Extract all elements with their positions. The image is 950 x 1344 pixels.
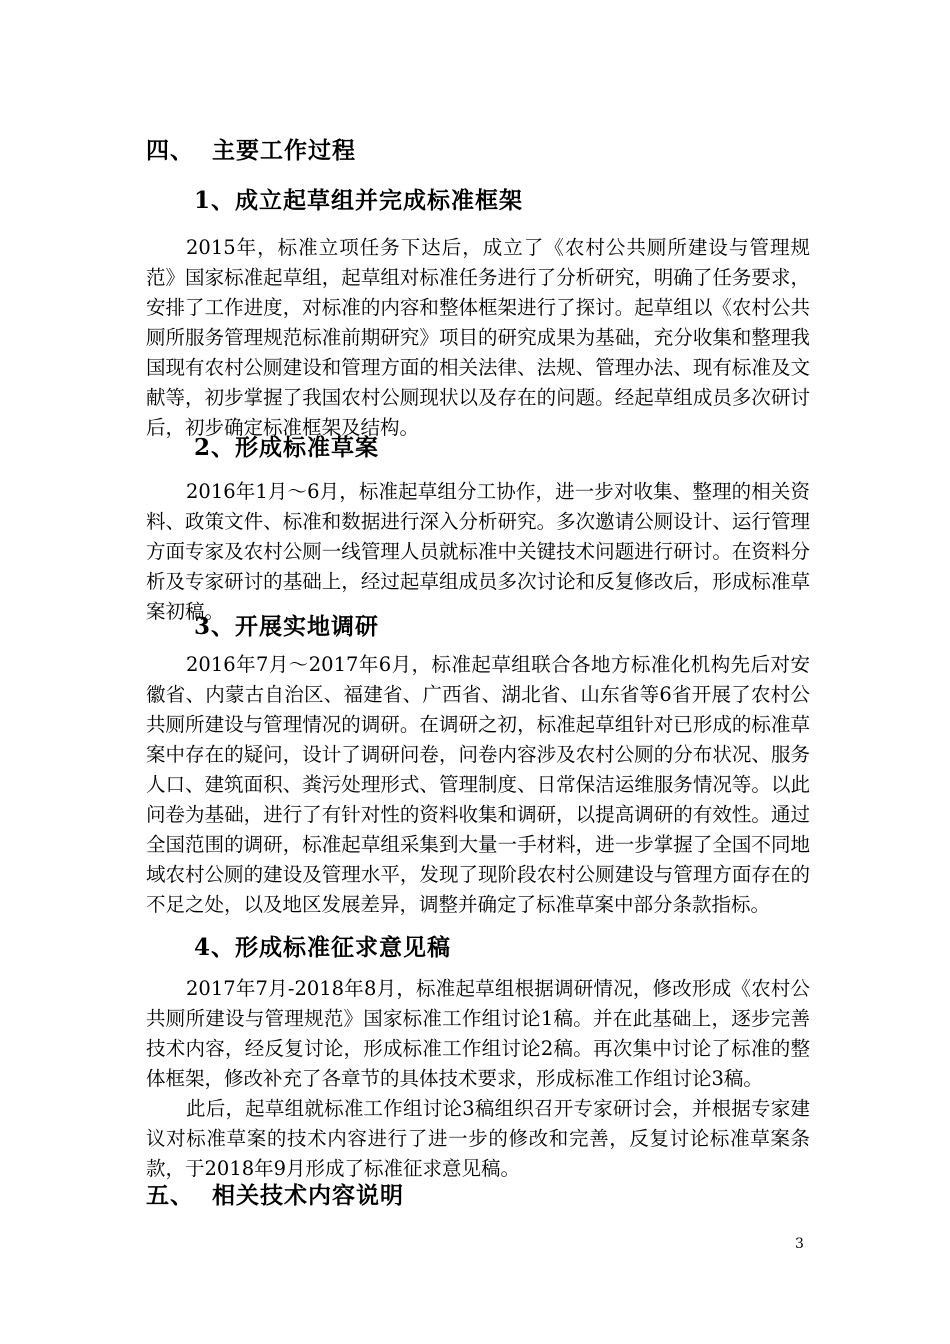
subsection-4-paragraph-2: 此后，起草组就标准工作组讨论3稿组织召开专家研讨会，并根据专家建议对标准草案的技术内容进行了进一步的修改和完善，反复讨论标准草案条款，于2018年9月形成了标准征求意见稿。 <box>146 1097 810 1180</box>
page-number: 3 <box>795 1236 804 1252</box>
subsection-4-paragraph-1: 2017年7月-2018年8月，标准起草组根据调研情况，修改形成《农村公共厕所建设与管理规范》国家标准工作组讨论1稿。并在此基础上，逐步完善技术内容，经反复讨论，形成标准工作组讨论2稿。再次集中讨论了标准的整体框架，修改补充了各章节的具体技术要求，形成标准工作组讨论3稿。 <box>146 977 810 1090</box>
subsection-1-paragraph: 2015年，标准立项任务下达后，成立了《农村公共厕所建设与管理规范》国家标准起草组，起草组对标准任务进行了分析研究，明确了任务要求，安排了工作进度，对标准的内容和整体框架进行了探讨。起草组以《农村公共厕所服务管理规范标准前期研究》项目的研究成果为基础，充分收集和整理我国现有农村公厕建设和管理方面的相关法律、法规、管理办法、现有标准及文献等，初步掌握了我国农村公厕现状以及存在的问题。经起草组成员多次研讨后，初步确定标准框架及结构。 <box>146 236 810 439</box>
section-5-heading <box>146 1181 404 1211</box>
subsection-4-body <box>146 974 810 1184</box>
subsection-3-paragraph: 2016年7月～2017年6月，标准起草组联合各地方标准化机构先后对安徽省、内蒙古自治区、福建省、广西省、湖北省、山东省等6省开展了农村公共厕所建设与管理情况的调研。在调研之初，标准起草组针对已形成的标准草案中存在的疑问，设计了调研问卷，问卷内容涉及农村公厕的分布状况、服务人口、建筑面积、粪污处理形式、管理制度、日常保洁运维服务情况等。以此问卷为基础，进行了有针对性的资料收集和调研，以提高调研的有效性。通过全国范围的调研，标准起草组采集到大量一手材料，进一步掌握了全国不同地域农村公厕的建设及管理水平，发现了现阶段农村公厕建设与管理方面存在的不足之处，以及地区发展差异，调整并确定了标准草案中部分条款指标。 <box>146 653 810 916</box>
subsection-2-body <box>146 477 810 627</box>
section-4-number: 四、 <box>146 137 194 164</box>
subsection-2-paragraph: 2016年1月～6月，标准起草组分工协作，进一步对收集、整理的相关资料、政策文件、标准和数据进行深入分析研究。多次邀请公厕设计、运行管理方面专家及农村公厕一线管理人员就标准中关键技术问题进行研讨。在资料分析及专家研讨的基础上，经过起草组成员多次讨论和反复修改后，形成标准草案初稿。 <box>146 480 810 623</box>
subsection-4-heading: 4、形成标准征求意见稿 <box>194 934 452 961</box>
subsection-1-heading: 1、成立起草组并完成标准框架 <box>194 187 524 214</box>
section-5-title: 相关技术内容说明 <box>212 1182 404 1209</box>
subsection-3-heading: 3、开展实地调研 <box>194 613 380 640</box>
section-5-number: 五、 <box>146 1182 194 1209</box>
section-4-title: 主要工作过程 <box>212 137 356 164</box>
subsection-1-body <box>146 233 810 443</box>
subsection-2-heading: 2、形成标准草案 <box>194 434 380 461</box>
section-4-heading <box>146 136 356 166</box>
subsection-3-body <box>146 650 810 920</box>
